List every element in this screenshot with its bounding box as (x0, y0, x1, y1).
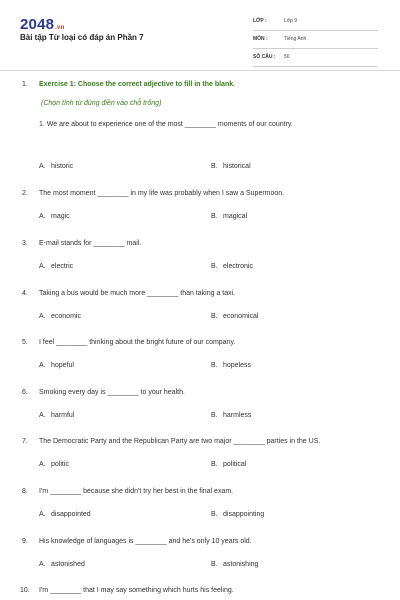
option-text: hopeful (51, 362, 74, 369)
document-title: Bài tập Từ loại có đáp án Phần 7 (20, 33, 144, 42)
item-text: We are about to experience one of the most ________ moments of our country. (46, 121, 293, 128)
question-number: 7. (22, 438, 28, 445)
question-number: 9. (22, 538, 28, 545)
option-a[interactable] (39, 511, 91, 518)
option-text: disappointed (51, 511, 91, 518)
question-text: His knowledge of languages is ________ and he's only 10 years old. (39, 538, 252, 545)
option-text: political (223, 461, 247, 468)
header (0, 0, 400, 66)
option-b[interactable] (211, 561, 258, 568)
option-letter: B. (211, 213, 218, 220)
option-text: economical (223, 313, 259, 320)
option-b[interactable] (211, 263, 253, 270)
meta-row-subject (253, 33, 378, 49)
option-text: economic (51, 313, 81, 320)
question-text: I feel ________ thinking about the bright future of our company. (39, 339, 236, 346)
option-letter: A. (39, 412, 46, 419)
meta-label: LỚP : (253, 18, 267, 24)
question-number: 5. (22, 339, 28, 346)
option-b[interactable] (211, 362, 251, 369)
question-number: 4. (22, 290, 28, 297)
site-logo[interactable] (20, 16, 64, 33)
option-letter: A. (39, 461, 46, 468)
option-letter: B. (211, 561, 218, 568)
question-number: 1. (22, 81, 28, 88)
option-b[interactable] (211, 412, 251, 419)
meta-row-count (253, 51, 378, 67)
option-text: magic (51, 213, 70, 220)
meta-label: MÔN : (253, 36, 268, 42)
question-text: E-mail stands for ________ mail. (39, 240, 142, 247)
option-letter: B. (211, 313, 218, 320)
option-b[interactable] (211, 511, 264, 518)
option-letter: A. (39, 313, 46, 320)
question-text: I'm ________ because she didn't try her best in the final exam. (39, 488, 234, 495)
option-text: astonishing (223, 561, 259, 568)
question-number: 2. (22, 190, 28, 197)
option-a[interactable] (39, 263, 73, 270)
option-text: historic (51, 163, 74, 170)
option-letter: B. (211, 511, 218, 518)
option-letter: A. (39, 263, 46, 270)
meta-info (253, 15, 378, 69)
option-b[interactable] (211, 313, 258, 320)
exercise-title: Exercise 1: Choose the correct adjective to fill in the blank. (39, 81, 236, 88)
question-text: Taking a bus would be much more ________ than taking a taxi. (39, 290, 236, 297)
question-number: 3. (22, 240, 28, 247)
option-text: politic (51, 461, 69, 468)
question-text (39, 121, 293, 128)
logo-suffix: .vn (55, 25, 65, 31)
option-letter: A. (39, 163, 46, 170)
option-text: harmless (223, 412, 252, 419)
option-text: harmful (51, 412, 75, 419)
question-text: I'm ________ that I may say something which hurts his feeling. (39, 587, 234, 594)
meta-row-grade (253, 15, 378, 31)
option-text: electric (51, 263, 74, 270)
option-letter: B. (211, 362, 218, 369)
question-number: 6. (22, 389, 28, 396)
question-text: The Democratic Party and the Republican Party are two major ________ parties in the US. (39, 438, 321, 445)
meta-value: Tiếng Anh (284, 36, 307, 42)
option-text: astonished (51, 561, 85, 568)
option-text: magical (223, 213, 248, 220)
logo-text: 2048 (20, 16, 55, 33)
option-b[interactable] (211, 213, 247, 220)
option-letter: A. (39, 511, 46, 518)
question-number: 10. (20, 587, 30, 594)
exercise-subtitle: (Chọn tính từ đúng điền vào chỗ trống) (41, 100, 162, 107)
meta-value: 50 (284, 54, 290, 60)
option-letter: A. (39, 561, 46, 568)
meta-label: SỐ CÂU : (253, 54, 276, 60)
option-a[interactable] (39, 561, 85, 568)
option-b[interactable] (211, 163, 251, 170)
option-a[interactable] (39, 412, 74, 419)
option-text: electronic (223, 263, 253, 270)
option-text: historical (223, 163, 251, 170)
option-a[interactable] (39, 313, 81, 320)
option-a[interactable] (39, 163, 73, 170)
meta-value: Lớp 9 (284, 18, 298, 24)
option-letter: B. (211, 412, 218, 419)
option-letter: B. (211, 263, 218, 270)
option-letter: A. (39, 362, 46, 369)
option-letter: A. (39, 213, 46, 220)
question-text: The most moment ________ in my life was probably when I saw a Supermoon. (39, 190, 285, 197)
option-a[interactable] (39, 213, 70, 220)
option-text: hopeless (223, 362, 252, 369)
header-divider (0, 70, 400, 71)
option-a[interactable] (39, 461, 69, 468)
question-text: Smoking every day is ________ to your health. (39, 389, 185, 396)
item-number: 1. (39, 121, 45, 128)
option-letter: B. (211, 461, 218, 468)
option-b[interactable] (211, 461, 246, 468)
option-text: disappointing (223, 511, 265, 518)
option-letter: B. (211, 163, 218, 170)
question-number: 8. (22, 488, 28, 495)
option-a[interactable] (39, 362, 74, 369)
